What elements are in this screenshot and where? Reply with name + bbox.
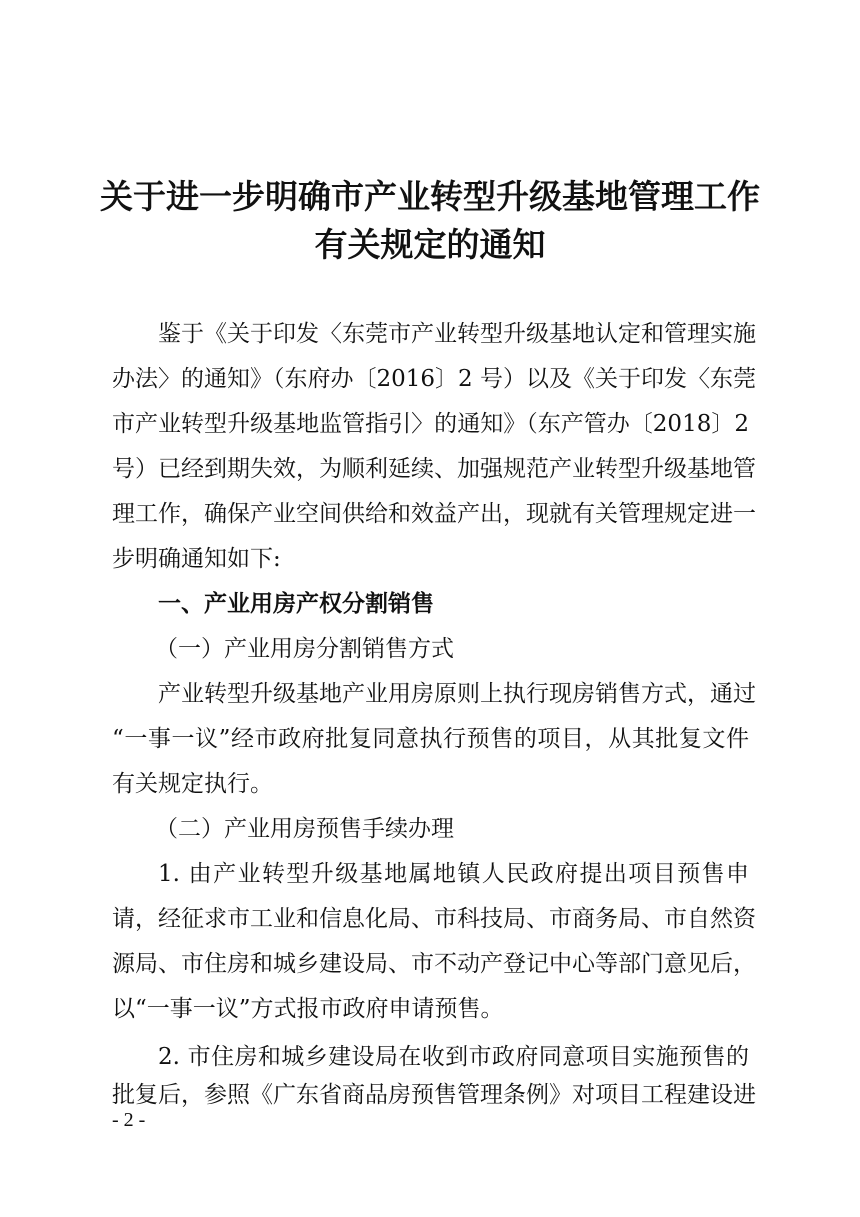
subsection-heading: （二）产业用房预售手续办理	[155, 816, 454, 842]
body-text-line: 产业转型升级基地产业用房原则上执行现房销售方式，通过	[158, 681, 756, 707]
body-text-line: 理工作，确保产业空间供给和效益产出，现就有关管理规定进一	[112, 501, 756, 527]
section-heading: 一、产业用房产权分割销售	[158, 591, 434, 617]
body-text-line: 批复后，参照《广东省商品房预售管理条例》对项目工程建设进	[112, 1082, 756, 1108]
body-text-line: 办法〉的通知》（东府办〔2016〕2 号）以及《关于印发〈东莞	[112, 366, 756, 392]
body-text-line: 鉴于《关于印发〈东莞市产业转型升级基地认定和管理实施	[158, 321, 756, 347]
body-text-line: 号）已经到期失效，为顺利延续、加强规范产业转型升级基地管	[112, 456, 756, 482]
document-title-line-1: 关于进一步明确市产业转型升级基地管理工作	[100, 177, 760, 216]
body-text-line: 1. 由产业转型升级基地属地镇人民政府提出项目预售申	[158, 861, 749, 887]
document-title-line-2: 有关规定的通知	[314, 225, 546, 264]
body-text-line: 以“一事一议”方式报市政府申请预售。	[112, 996, 504, 1022]
body-text-line: “一事一议”经市政府批复同意执行预售的项目，从其批复文件	[112, 726, 749, 752]
body-text-line: 市产业转型升级基地监管指引〉的通知》（东产管办〔2018〕2	[112, 411, 749, 437]
body-text-line: 请，经征求市工业和信息化局、市科技局、市商务局、市自然资	[112, 906, 756, 932]
body-text-line: 有关规定执行。	[112, 771, 273, 797]
body-text-line: 2. 市住房和城乡建设局在收到市政府同意项目实施预售的	[158, 1044, 749, 1070]
page-number: - 2 -	[112, 1109, 146, 1131]
body-text-line: 步明确通知如下:	[112, 546, 281, 572]
body-text-line: 源局、市住房和城乡建设局、市不动产登记中心等部门意见后，	[112, 951, 756, 977]
subsection-heading: （一）产业用房分割销售方式	[155, 636, 454, 662]
